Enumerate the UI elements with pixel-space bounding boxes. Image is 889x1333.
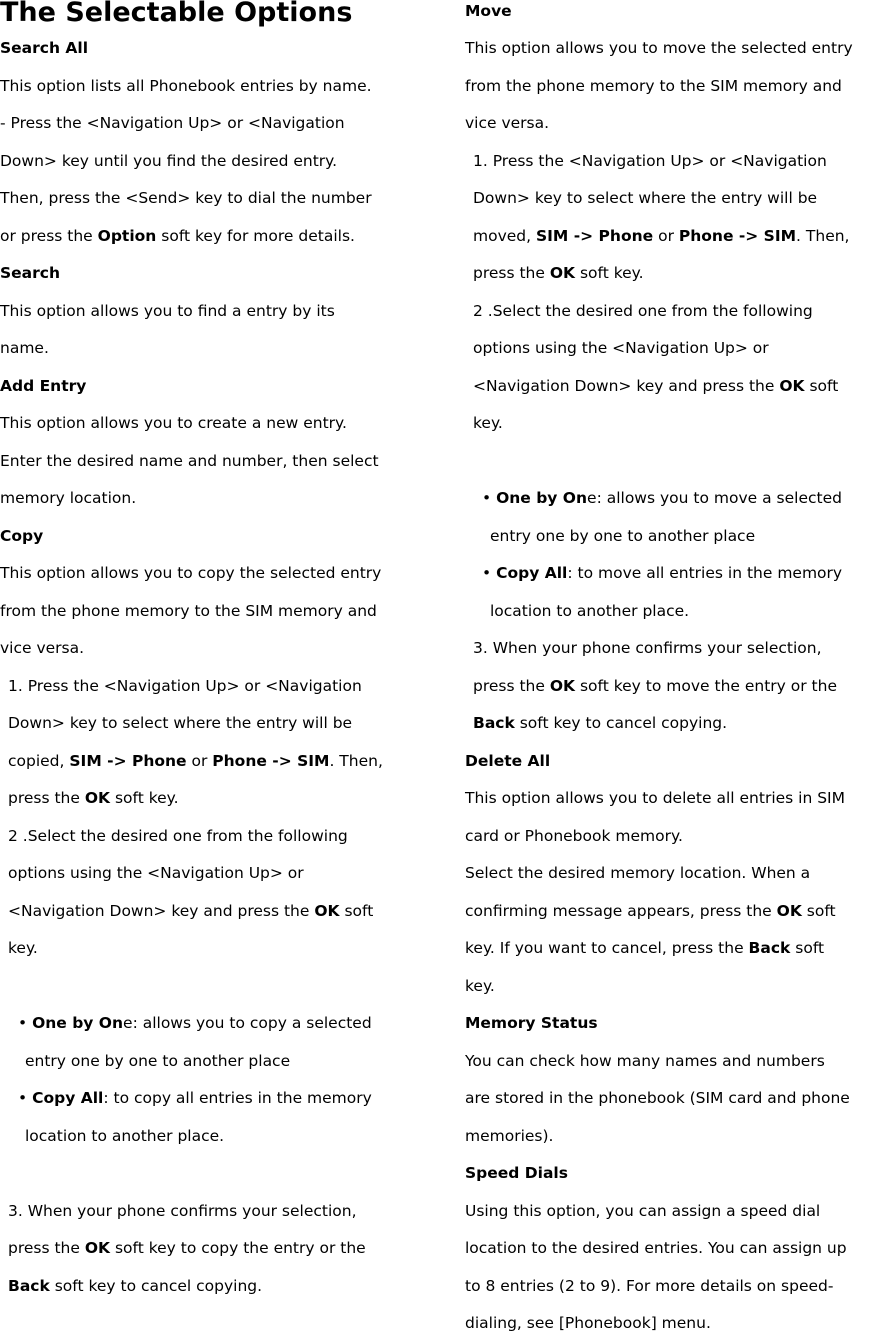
- section-heading-speed-dials: Speed Dials: [465, 1164, 568, 1182]
- section-heading-move: Move: [465, 2, 512, 20]
- body-line: This option allows you to delete all entries in SIM: [465, 789, 845, 807]
- page-title: The Selectable Options: [0, 0, 353, 28]
- section-heading-add-entry: Add Entry: [0, 377, 87, 395]
- body-line: dialing, see [Phonebook] menu.: [465, 1314, 711, 1332]
- step-line: Down> key to select where the entry will be: [8, 714, 353, 732]
- section-heading-copy: Copy: [0, 527, 44, 545]
- bullet-item: • Copy All: to move all entries in the memory: [482, 564, 843, 582]
- step-line: options using the <Navigation Up> or: [473, 339, 769, 357]
- bullet-icon: •: [18, 1014, 28, 1032]
- step-line: 2 .Select the desired one from the following: [8, 827, 348, 845]
- body-line: card or Phonebook memory.: [465, 827, 683, 845]
- body-line: vice versa.: [0, 639, 85, 657]
- bullet-item: • One by One: allows you to copy a selected: [18, 1014, 372, 1032]
- bullet-icon: •: [482, 489, 492, 507]
- body-line: vice versa.: [465, 114, 550, 132]
- body-line: to 8 entries (2 to 9). For more details on speed-: [465, 1277, 834, 1295]
- step-line: key.: [473, 414, 503, 432]
- step-line: 2 .Select the desired one from the following: [473, 302, 813, 320]
- body-line: from the phone memory to the SIM memory and: [465, 77, 842, 95]
- step-line: options using the <Navigation Up> or: [8, 864, 304, 882]
- bullet-icon: •: [482, 564, 492, 582]
- body-line: This option allows you to copy the selected entry: [0, 564, 382, 582]
- bullet-item: • Copy All: to copy all entries in the memory: [18, 1089, 372, 1107]
- step-line: 1. Press the <Navigation Up> or <Navigation: [473, 152, 827, 170]
- body-line: You can check how many names and numbers: [465, 1052, 825, 1070]
- section-heading-delete-all: Delete All: [465, 752, 551, 770]
- body-line: Using this option, you can assign a speed dial: [465, 1202, 821, 1220]
- step-line: 1. Press the <Navigation Up> or <Navigation: [8, 677, 362, 695]
- body-line: are stored in the phonebook (SIM card and phone: [465, 1089, 850, 1107]
- body-line: key. If you want to cancel, press the Back soft: [465, 939, 825, 957]
- body-line: This option allows you to create a new entry.: [0, 414, 347, 432]
- body-line: memories).: [465, 1127, 554, 1145]
- body-line: Then, press the <Send> key to dial the number: [0, 189, 372, 207]
- body-line: - Press the <Navigation Up> or <Navigation: [0, 114, 345, 132]
- step-line: <Navigation Down> key and press the OK soft: [473, 377, 839, 395]
- step-line: Back soft key to cancel copying.: [8, 1277, 263, 1295]
- body-line: memory location.: [0, 489, 137, 507]
- body-line: This option lists all Phonebook entries by name.: [0, 77, 372, 95]
- step-line: Back soft key to cancel copying.: [473, 714, 728, 732]
- body-line: or press the Option soft key for more details.: [0, 227, 355, 245]
- body-line: Down> key until you find the desired entry.: [0, 152, 338, 170]
- step-line: copied, SIM -> Phone or Phone -> SIM. Then,: [8, 752, 383, 770]
- bullet-continuation: entry one by one to another place: [25, 1052, 291, 1070]
- step-line: <Navigation Down> key and press the OK soft: [8, 902, 374, 920]
- bullet-continuation: location to another place.: [490, 602, 690, 620]
- body-line: confirming message appears, press the OK soft: [465, 902, 836, 920]
- body-line: Select the desired memory location. When a: [465, 864, 811, 882]
- body-line: location to the desired entries. You can assign up: [465, 1239, 847, 1257]
- body-line: This option allows you to find a entry by its: [0, 302, 335, 320]
- step-line: 3. When your phone confirms your selection,: [8, 1202, 357, 1220]
- section-heading-memory-status: Memory Status: [465, 1014, 598, 1032]
- step-line: press the OK soft key to copy the entry or the: [8, 1239, 366, 1257]
- step-line: key.: [8, 939, 38, 957]
- body-line: This option allows you to move the selected entry: [465, 39, 853, 57]
- step-line: press the OK soft key to move the entry or the: [473, 677, 837, 695]
- step-line: press the OK soft key.: [473, 264, 644, 282]
- section-heading-search: Search: [0, 264, 61, 282]
- bullet-continuation: location to another place.: [25, 1127, 225, 1145]
- bullet-item: • One by One: allows you to move a selected: [482, 489, 842, 507]
- body-line: key.: [465, 977, 495, 995]
- bullet-icon: •: [18, 1089, 28, 1107]
- body-line: from the phone memory to the SIM memory and: [0, 602, 377, 620]
- bullet-continuation: entry one by one to another place: [490, 527, 756, 545]
- step-line: moved, SIM -> Phone or Phone -> SIM. Then,: [473, 227, 850, 245]
- step-line: Down> key to select where the entry will be: [473, 189, 818, 207]
- body-line: name.: [0, 339, 49, 357]
- step-line: press the OK soft key.: [8, 789, 179, 807]
- section-heading-search-all: Search All: [0, 39, 89, 57]
- body-line: Enter the desired name and number, then select: [0, 452, 379, 470]
- step-line: 3. When your phone confirms your selection,: [473, 639, 822, 657]
